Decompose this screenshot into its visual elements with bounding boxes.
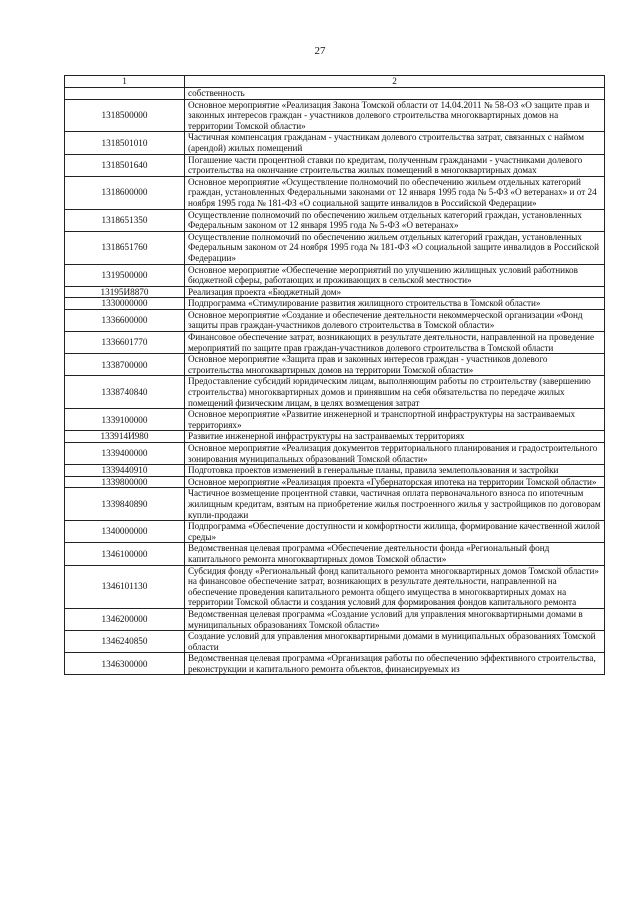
- row-code: 1319500000: [65, 264, 185, 286]
- table-row: [65, 132, 605, 154]
- row-description: Ведомственная целевая программа «Создание условий для управления многоквартирными домами в муниципальных образованиях Томской области»: [185, 608, 605, 630]
- table-row: [65, 376, 605, 409]
- table-row: [65, 443, 605, 465]
- row-code: 1336600000: [65, 309, 185, 331]
- row-code: 1318600000: [65, 176, 185, 209]
- row-description: Осуществление полномочий по обеспечению жильем отдельных категорий граждан, установленных Федеральным законом от 24 ноября 1995 года № 181-ФЗ «О социальной защите инвалидов в Российской Федерации»: [185, 231, 605, 264]
- row-code: 1330000000: [65, 298, 185, 310]
- table-header-row: [65, 76, 605, 88]
- table-row: [65, 209, 605, 231]
- table-row: [65, 488, 605, 521]
- row-code: 1339840890: [65, 488, 185, 521]
- table-row: [65, 332, 605, 354]
- row-code: 1318651760: [65, 231, 185, 264]
- row-description: Осуществление полномочий по обеспечению жильем отдельных категорий граждан, установленных Федеральным законом от 12 января 1995 года № 5-ФЗ «О ветеранах»: [185, 209, 605, 231]
- row-description: Развитие инженерной инфраструктуры на застраиваемых территориях: [185, 431, 605, 443]
- table-row: [65, 354, 605, 376]
- table-row: [65, 631, 605, 653]
- table-row: [65, 476, 605, 488]
- row-code: 133914И980: [65, 431, 185, 443]
- table-row: [65, 431, 605, 443]
- table-row: [65, 465, 605, 477]
- row-description: Основное мероприятие «Защита прав и законных интересов граждан - участников долевого строительства многоквартирных домов на территории Томской области»: [185, 354, 605, 376]
- row-code: 1346300000: [65, 653, 185, 675]
- table-row: [65, 409, 605, 431]
- row-code: 1338700000: [65, 354, 185, 376]
- row-description: Основное мероприятие «Реализация документов территориального планирования и градостроительного зонирования муниципальных образований Томской области»: [185, 443, 605, 465]
- table-row: [65, 298, 605, 310]
- column-header-description: 2: [185, 76, 605, 88]
- row-description: Финансовое обеспечение затрат, возникающих в результате деятельности, направленной на проведение мероприятий по защите прав граждан-участников долевого строительства в Томской области: [185, 332, 605, 354]
- row-code: 1346101130: [65, 565, 185, 608]
- page-number: 27: [314, 45, 326, 57]
- row-code: 1318501640: [65, 154, 185, 176]
- table-row: [65, 88, 605, 100]
- table-body: [65, 88, 605, 675]
- row-description: Ведомственная целевая программа «Обеспечение деятельности фонда «Региональный фонд капитального ремонта многоквартирных домов Томской области»: [185, 543, 605, 565]
- row-code: 1318651350: [65, 209, 185, 231]
- table-row: [65, 286, 605, 298]
- row-description: Создание условий для управления многоквартирными домами в муниципальных образованиях Томской области: [185, 631, 605, 653]
- row-description: Основное мероприятие «Создание и обеспечение деятельности некоммерческой организации «Фонд защиты прав граждан-участников долевого строительства в Томской области»: [185, 309, 605, 331]
- row-code: 1318501010: [65, 132, 185, 154]
- row-description: собственность: [185, 88, 605, 100]
- row-code: 1339100000: [65, 409, 185, 431]
- row-code: [65, 88, 185, 100]
- row-description: Основное мероприятие «Обеспечение мероприятий по улучшению жилищных условий работников бюджетной сферы, работающих и проживающих в сельской местности»: [185, 264, 605, 286]
- row-description: Основное мероприятие «Осуществление полномочий по обеспечению жильем отдельных категорий граждан, установленных Федеральными законами от 12 января 1995 года № 5-ФЗ «О ветеранах» и от 24 ноября 1995 года № 181-ФЗ «О социальной защите инвалидов в Российской Федерации»: [185, 176, 605, 209]
- column-header-code: 1: [65, 76, 185, 88]
- row-code: 13195И8870: [65, 286, 185, 298]
- row-description: Реализация проекта «Бюджетный дом»: [185, 286, 605, 298]
- row-description: Погашение части процентной ставки по кредитам, полученным гражданами - участниками долевого строительства на окончание строительства жилых помещений в многоквартирных домах: [185, 154, 605, 176]
- row-description: Субсидия фонду «Региональный фонд капитального ремонта многоквартирных домов Томской области» на финансовое обеспечение затрат, возникающих в результате деятельности, направленной на обеспечение проведения капитального ремонта общего имущества в многоквартирных домах на территории Томской области и создания условий для формирования фондов капитального ремонта: [185, 565, 605, 608]
- row-description: Частичное возмещение процентной ставки, частичная оплата первоначального взноса по ипотечным жилищным кредитам, взятым на приобретение жилья построенного жилья у застройщиков по договорам купли-продажи: [185, 488, 605, 521]
- row-code: 1339400000: [65, 443, 185, 465]
- table-row: [65, 264, 605, 286]
- row-code: 1318500000: [65, 99, 185, 132]
- row-code: 1339440910: [65, 465, 185, 477]
- table-row: [65, 608, 605, 630]
- row-code: 1346100000: [65, 543, 185, 565]
- row-description: Ведомственная целевая программа «Организация работы по обеспечению эффективного строительства, реконструкции и капитального ремонта объектов, финансируемых из: [185, 653, 605, 675]
- row-code: 1338740840: [65, 376, 185, 409]
- row-code: 1346240850: [65, 631, 185, 653]
- row-description: Подготовка проектов изменений в генеральные планы, правила землепользования и застройки: [185, 465, 605, 477]
- row-description: Подпрограмма «Стимулирование развития жилищного строительства в Томской области»: [185, 298, 605, 310]
- table-row: [65, 231, 605, 264]
- row-code: 1336601770: [65, 332, 185, 354]
- table-row: [65, 309, 605, 331]
- budget-code-table: [64, 75, 605, 675]
- row-description: Основное мероприятие «Реализация Закона Томской области от 14.04.2011 № 58-ОЗ «О защите прав и законных интересов граждан - участников долевого строительства многоквартирных домов на территории Томской области»: [185, 99, 605, 132]
- row-description: Предоставление субсидий юридическим лицам, выполняющим работы по строительству (завершению строительства) многоквартирных домов и принявшим на себя обязательства по передаче жилых помещений физическим лицам, в целях возмещения затрат: [185, 376, 605, 409]
- table-row: [65, 99, 605, 132]
- table-row: [65, 653, 605, 675]
- row-code: 1339800000: [65, 476, 185, 488]
- table-row: [65, 176, 605, 209]
- row-description: Основное мероприятие «Развитие инженерной и транспортной инфраструктуры на застраиваемых территориях»: [185, 409, 605, 431]
- table-row: [65, 521, 605, 543]
- row-description: Частичная компенсация гражданам - участникам долевого строительства затрат, связанных с наймом (арендой) жилых помещений: [185, 132, 605, 154]
- table-row: [65, 543, 605, 565]
- row-code: 1346200000: [65, 608, 185, 630]
- table-row: [65, 154, 605, 176]
- row-description: Подпрограмма «Обеспечение доступности и комфортности жилища, формирование качественной жилой среды»: [185, 521, 605, 543]
- table-row: [65, 565, 605, 608]
- row-description: Основное мероприятие «Реализация проекта «Губернаторская ипотека на территории Томской области»: [185, 476, 605, 488]
- row-code: 1340000000: [65, 521, 185, 543]
